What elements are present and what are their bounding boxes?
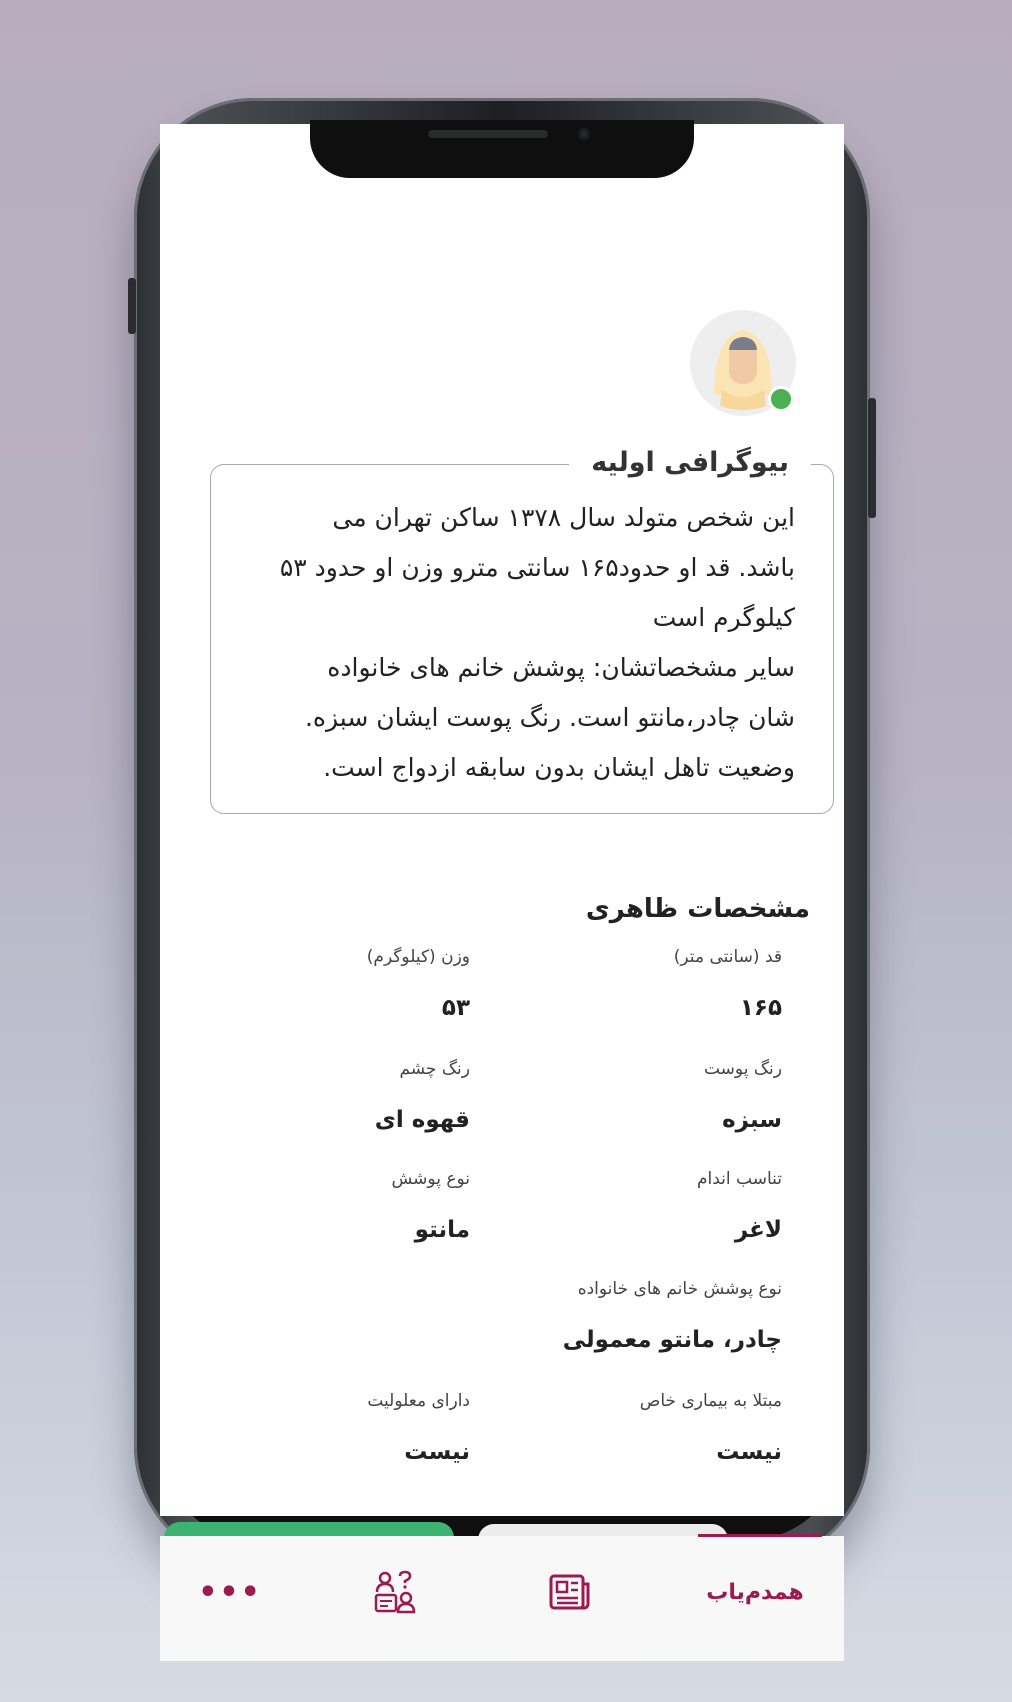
biography-box	[210, 447, 834, 814]
biography-text: این شخص متولد سال ۱۳۷۸ ساکن تهران می باشد. قد او حدود۱۶۵ سانتی مترو وزن او حدود ۵۳ کیلوگرم است سایر مشخصاتشان: پوشش خانم های خانواده شان چادر،مانتو است. رنگ پوست ایشان سبزه. وضعیت تاهل ایشان بدون سابقه ازدواج است.	[279, 503, 795, 782]
special-illness-value: نیست	[716, 1439, 782, 1465]
weight-label: وزن (کیلوگرم)	[366, 947, 470, 967]
clothing-type-value: مانتو	[414, 1217, 470, 1243]
avatar[interactable]	[690, 310, 796, 416]
skin-color-field	[492, 1056, 782, 1136]
disability-label: دارای معلولیت	[367, 1391, 470, 1411]
body-shape-field	[492, 1166, 782, 1246]
nav-item-consult[interactable]	[350, 1562, 440, 1622]
special-illness-field	[492, 1388, 782, 1468]
height-value: ۱۶۵	[739, 995, 782, 1021]
online-status-indicator	[768, 386, 794, 412]
people-question-icon	[373, 1570, 417, 1614]
weight-field	[180, 944, 470, 1024]
skin-color-label: رنگ پوست	[703, 1059, 782, 1079]
family-clothing-field	[382, 1276, 782, 1356]
phone-frame	[134, 98, 870, 1610]
active-tab-indicator	[698, 1534, 822, 1537]
nav-item-hamdamyab[interactable]	[680, 1562, 830, 1622]
mute-switch	[128, 278, 136, 334]
eye-color-value: قهوه ای	[374, 1107, 470, 1133]
bottom-navigation	[160, 1536, 844, 1661]
body-shape-label: تناسب اندام	[696, 1169, 782, 1189]
speaker-grille	[428, 130, 548, 138]
disability-field	[180, 1388, 470, 1468]
nav-item-hamdamyab-label: همدم‌یاب	[706, 1579, 804, 1605]
eye-color-field	[180, 1056, 470, 1136]
skin-color-value: سبزه	[722, 1107, 782, 1133]
appearance-section-title: مشخصات ظاهری	[585, 894, 810, 924]
nav-item-news[interactable]	[525, 1562, 615, 1622]
family-clothing-value: چادر، مانتو معمولی	[562, 1327, 782, 1353]
family-clothing-label: نوع پوشش خانم های خانواده	[577, 1279, 782, 1299]
phone-notch	[310, 120, 694, 178]
more-icon: •••	[198, 1574, 262, 1610]
disability-value: نیست	[404, 1439, 470, 1465]
height-field	[492, 944, 782, 1024]
body-shape-value: لاغر	[734, 1217, 782, 1243]
front-camera	[578, 128, 590, 140]
weight-value: ۵۳	[441, 995, 470, 1021]
biography-title: بیوگرافی اولیه	[569, 443, 811, 483]
clothing-type-label: نوع پوشش	[391, 1169, 470, 1189]
clothing-type-field	[180, 1166, 470, 1246]
newspaper-icon	[548, 1572, 592, 1612]
special-illness-label: مبتلا به بیماری خاص	[639, 1391, 782, 1411]
power-button	[868, 398, 876, 518]
height-label: قد (سانتی متر)	[673, 947, 782, 967]
eye-color-label: رنگ چشم	[399, 1059, 470, 1079]
nav-item-more[interactable]	[185, 1562, 275, 1622]
screen	[160, 124, 844, 1610]
app-display	[160, 124, 844, 1610]
